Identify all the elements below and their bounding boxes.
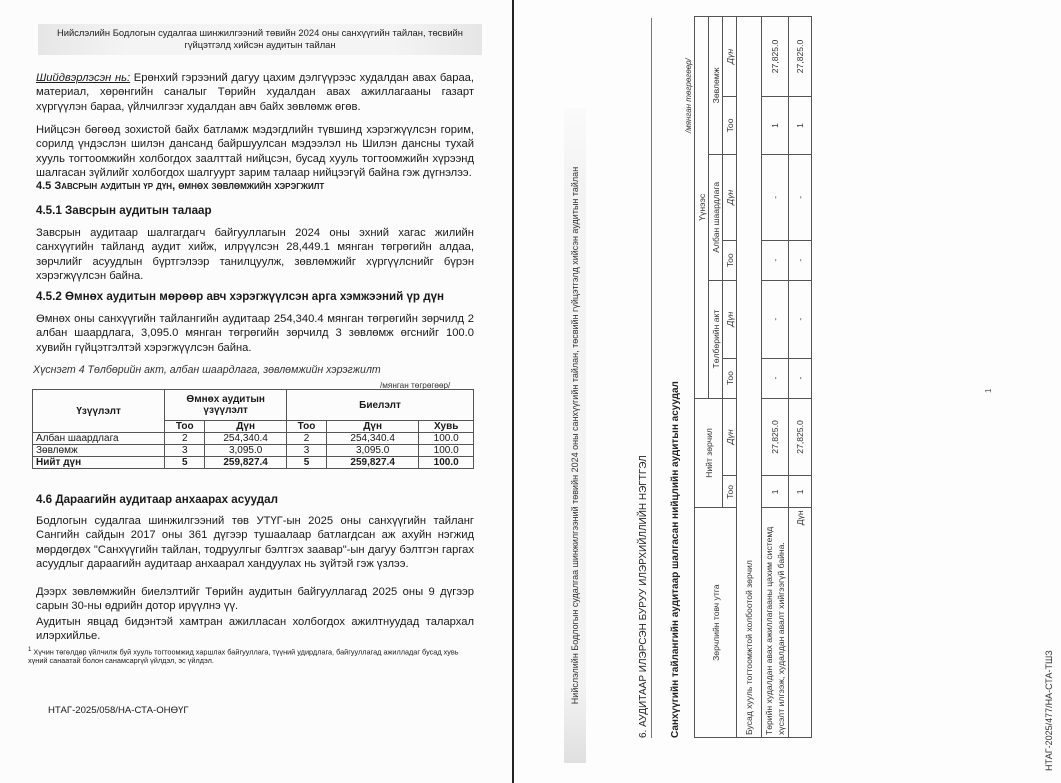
table-unit: /мянган төгрөгөөр/ — [380, 381, 451, 390]
total-amount: 27,825.0 — [789, 398, 812, 476]
sub-col-amount: Дүн — [723, 17, 737, 97]
next-audit-paragraph: Бодлогын судалгаа шинжилгээний төв УТҮГ-ын 2025 оны санхүүгийн тайланг Сангийн сайдын 2017 оны 361 дүгээр тушаалаар батлагдсан аж ахуйн нэгжид мөрдөгдөх "Санхүүгийн тайлан, тодруулгыг бэлтгэх заавар"-ын дагуу бэлтгэн гаргах асуудлыг дараагийн аудитаар анхаарал хандуулах нь зүйтэй гэж үзлээ. — [36, 515, 474, 571]
act-count: - — [762, 358, 789, 398]
col-indicator: Үзүүлэлт — [33, 390, 165, 433]
section-heading-4-6: 4.6 Дараагийн аудитаар анхаарах асуудал — [36, 493, 278, 506]
sub-col-amount: Дүн — [723, 398, 737, 476]
sub-col-count: Too — [723, 358, 737, 398]
resolution-label: Шийдвэрлэсэн нь: — [36, 72, 131, 84]
done-count: 2 — [287, 433, 327, 445]
sub-col-percent: Хувь — [419, 421, 474, 433]
col-implementation: Биелэлт — [287, 390, 474, 421]
sub-col-count: Too — [723, 240, 737, 280]
act-count: - — [789, 358, 812, 398]
table-caption: Хүснэгт 4 Төлбөрийн акт, албан шаардлага, зөвлөмжийн хэрэгжилт — [33, 364, 381, 376]
table-row — [33, 445, 474, 457]
misstatement-summary-table — [694, 16, 812, 738]
interim-audit-paragraph: Завсрын аудитаар шалгагдагч байгууллагын 2024 оны эхний хагас жилийн санхүүгийн тайланд аудит хийж, илрүүлсэн 28,449.1 мянган төгрөгийн алдаа, зөрчлийг асуудлын бүртгэлээр танилцуулж, зөвлөмжийг хүргүүлснийг бүрэн хэрэгжүүлсэн байна. — [36, 227, 474, 283]
resolution-paragraph — [36, 71, 474, 114]
page-header: Нийслэлийн Бодлогын судалгаа шинжилгээний төвийн 2024 оны санхүүгийн тайлан, төсвийн гүйцэтгэлд хийсэн аудитын тайлан — [564, 108, 586, 763]
sub-col-amount: Дүн — [723, 154, 737, 240]
percent: 100.0 — [419, 445, 474, 457]
footnote-mark: 1 — [28, 646, 32, 653]
section-heading-4-5: 4.5 Завсрын аудитын үр дүн, өмнөх зөвлөмжийн хэрэгжилт — [36, 180, 325, 192]
table-total-row — [33, 457, 474, 469]
implementation-table — [32, 389, 474, 469]
sum-label: Дүн — [789, 508, 812, 738]
sub-col-count: Тоо — [165, 421, 205, 433]
document-code: НТАГ-2025/058/НА-СТА-ОНӨҮГ — [48, 705, 189, 716]
section-heading-4-5-2: 4.5.2 Өмнөх аудитын мөрөөр авч хэрэгжүүлсэн арга хэмжээний үр дүн — [36, 290, 445, 303]
sub-col-amount: Дүн — [205, 421, 287, 433]
right-page — [514, 0, 1061, 783]
section-subtitle: Санхүүгийн тайлангийн аудитаар шалгасан нийцлийн аудитын асуудал — [670, 381, 681, 738]
section-title-6: 6. АУДИТААР ИЛЭРСЭН БУРУУ ИЛЭРХИЙЛЛИЙН НЭГТГЭЛ — [638, 18, 652, 738]
row-name: Зөвлөмж — [33, 445, 165, 457]
rec-amount: 27,825.0 — [762, 17, 789, 97]
deadline-paragraph: Дээрх зөвлөмжийн биелэлтийг Төрийн аудитын байгууллагад 2025 оны 9 дүгээр сарын 30-ны өдрийн дотор ирүүлнэ үү. — [36, 586, 474, 613]
prev-amount: 3,095.0 — [205, 445, 287, 457]
thanks-paragraph: Аудитын явцад бидэнтэй хамтран ажилласан холбогдох ажилтнуудад талархал илэрхийлье. — [36, 616, 474, 643]
violation-description: Төрийн худалдан авах ажиллагааны цахим системд хүсэлт илгээж, худалдан авалт хийгээгүй байна. — [762, 508, 789, 738]
sub-col-count: Too — [723, 96, 737, 154]
document-code: НТАГ-2025/477/НА-СТА-ТШЗ — [1044, 650, 1054, 771]
prev-amount: 254,340.4 — [205, 433, 287, 445]
percent: 100.0 — [419, 457, 474, 469]
col-description: Зөрчлийн товч утга — [695, 508, 737, 738]
table-unit: /мянган төгрөгөөр/ — [684, 58, 693, 133]
section-heading-4-5-1: 4.5.1 Завсрын аудитын талаар — [36, 204, 212, 217]
total-count: 1 — [762, 476, 789, 508]
footnote-text: Хүчин төгөлдөр үйлчилж буй хууль тогтоомжид харшлах байгууллага, түүний удирдлага, байгууллагад ажилладаг бусад хувь хүний санаатай болон санамсаргүй үйлдэл, эс үйлдэл. — [28, 647, 459, 666]
col-payment-act: Төлбөрийн акт — [709, 280, 723, 398]
act-amount: - — [789, 280, 812, 358]
conclusion-paragraph: Нийцсэн бөгөөд зохистой байх батламж мэдэгдлийн түвшинд хэрэгжүүлсэн горим, сорилд үндэслэн шилэн дансанд байршуулсан мэдээлэл нь Шилэн дансны тухай хууль тогтоомжийн холбогдох заалттай нийцсэн, бусад хууль тогтоомжийн хүрээнд шалгасан зүйлийг холбогдох шалгуурт зарим талаар нийцээгүй байна гэж дүгнэлээ. — [36, 124, 474, 180]
prev-amount: 259,827.4 — [205, 457, 287, 469]
done-amount: 3,095.0 — [326, 445, 418, 457]
sub-col-amount: Дүн — [326, 421, 418, 433]
done-count: 5 — [287, 457, 327, 469]
row-name: Албан шаардлага — [33, 433, 165, 445]
req-count: - — [762, 240, 789, 280]
sub-col-count: Too — [723, 476, 737, 508]
total-count: 1 — [789, 476, 812, 508]
col-prev-audit: Өмнөх аудитын үзүүлэлт — [165, 390, 287, 421]
done-amount: 254,340.4 — [326, 433, 418, 445]
req-amount: - — [789, 154, 812, 240]
table-row — [33, 433, 474, 445]
req-count: - — [789, 240, 812, 280]
act-amount: - — [762, 280, 789, 358]
total-amount: 27,825.0 — [762, 398, 789, 476]
table-sum-row — [789, 17, 812, 738]
previous-audit-paragraph: Өмнөх оны санхүүгийн тайлангийн аудитаар 254,340.4 мянган төгрөгийн зөрчилд 2 албан шаардлага, 3,095.0 мянган төгрөгийн зөрчилд 3 зөвлөмж өгснийг 100.0 хувийн гүйцэтгэлтэй хэрэгжүүлсэн байна. — [36, 313, 474, 354]
prev-count: 2 — [165, 433, 205, 445]
req-amount: - — [762, 154, 789, 240]
page-header: Нийслэлийн Бодлогын судалгаа шинжилгээний төвийн 2024 оны санхүүгийн тайлан, төсвийн гүйцэтгэлд хийсэн аудитын тайлан — [38, 24, 482, 55]
rotated-page-content — [514, 0, 1061, 783]
done-count: 3 — [287, 445, 327, 457]
col-of-which: Үүнээс — [695, 17, 709, 399]
prev-count: 5 — [165, 457, 205, 469]
rec-amount: 27,825.0 — [789, 17, 812, 97]
done-amount: 259,827.4 — [326, 457, 418, 469]
group-row — [737, 17, 762, 738]
percent: 100.0 — [419, 433, 474, 445]
rec-count: 1 — [762, 96, 789, 154]
footnote — [28, 645, 474, 665]
sub-col-amount: Дүн — [723, 280, 737, 358]
left-page — [0, 0, 512, 783]
row-name: Нийт дүн — [33, 457, 165, 469]
rec-count: 1 — [789, 96, 812, 154]
page-number: 1 — [984, 388, 993, 393]
col-total-violation: Нийт зөрчил — [695, 398, 723, 508]
prev-count: 3 — [165, 445, 205, 457]
col-official-request: Албан шаардлага — [709, 154, 723, 280]
col-recommendation: Зөвлөмж — [709, 17, 723, 155]
group-label: Бусад хууль тогтоомжтой холбоотой зөрчил — [737, 17, 762, 738]
sub-col-count: Тоо — [287, 421, 327, 433]
resolution-text: Ерөнхий гэрээний дагуу цахим дэлгүүрээс худалдан авах бараа, материал, хөрөнгийн саналыг Төрийн худалдан авах ажиллагааны газарт хүргүүлэн бараа, үйлчилгээг худалдан авч байх зөвлөмж өгөв. — [36, 72, 474, 113]
table-row — [762, 17, 789, 738]
